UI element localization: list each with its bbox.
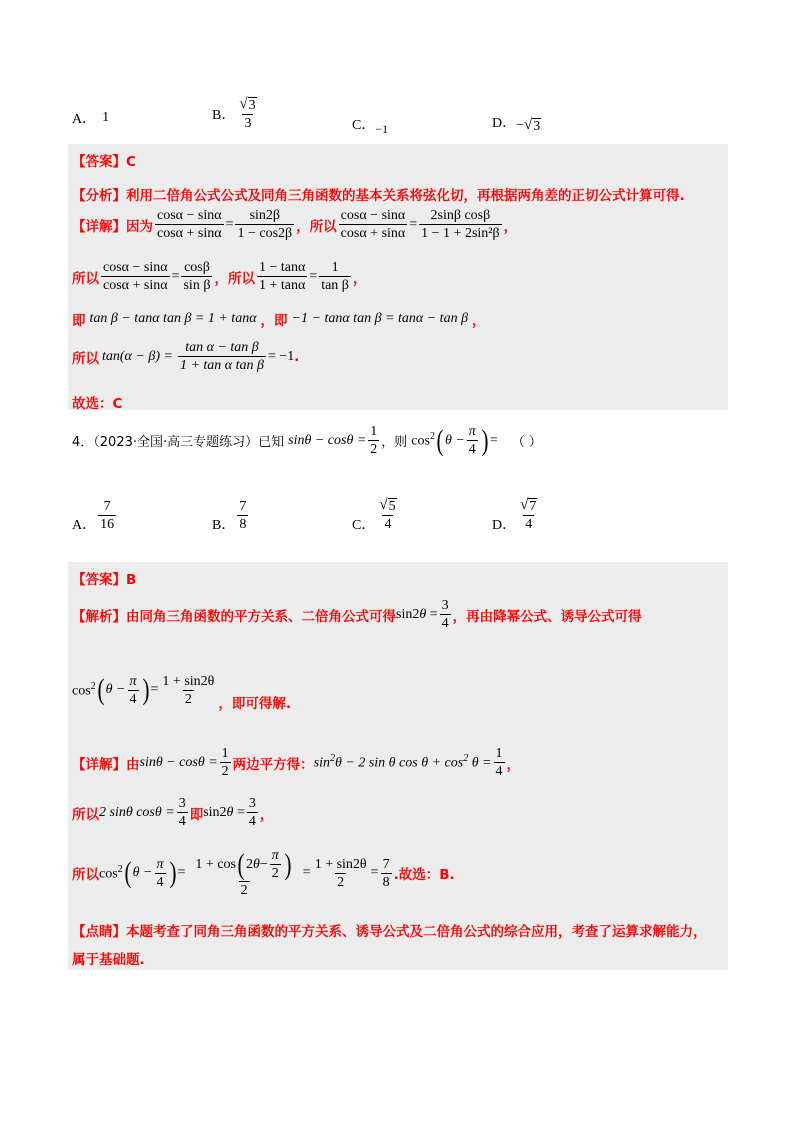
text-so: 所以 bbox=[72, 270, 99, 287]
analysis-tag: 【分析】 bbox=[72, 188, 126, 204]
answer-value: C bbox=[126, 154, 136, 170]
q3-option-b bbox=[212, 96, 261, 131]
denominator: tan β bbox=[321, 278, 349, 293]
fraction bbox=[155, 208, 224, 241]
denominator: 4 bbox=[384, 516, 392, 532]
denominator: 1 + tanα bbox=[258, 278, 306, 293]
q3-answer bbox=[72, 150, 136, 170]
equation: $\frac{\cos\alpha - \sin\alpha}{\cos\alpha + \sin\alpha}$ = $\frac{\cos\beta}{\text{sin β}}$ bbox=[103, 260, 211, 293]
fraction bbox=[247, 796, 258, 829]
q3-option-a bbox=[72, 108, 109, 128]
equation: sin2θ = $\frac{3}{4}$ bbox=[203, 796, 256, 829]
rhs: = −1 bbox=[268, 348, 295, 364]
q4-option-c bbox=[352, 494, 401, 534]
q4-solution-line2 bbox=[72, 668, 291, 712]
denominator: 4 bbox=[525, 516, 533, 532]
text-ji: 即 bbox=[274, 313, 288, 329]
option-label: D． bbox=[492, 116, 517, 131]
numerator: sin2β bbox=[249, 208, 281, 223]
fraction: $\frac{\pi}{4}$ bbox=[156, 856, 164, 890]
fraction bbox=[101, 260, 170, 293]
solution-text: 由同角三角函数的平方关系、二倍角公式可得 bbox=[126, 608, 396, 625]
q4-comment-line1 bbox=[72, 920, 707, 940]
stem-text: 4．（2023·全国·高三专题练习）已知 bbox=[72, 435, 285, 450]
numerator: 1 − tanα bbox=[258, 260, 306, 275]
numerator: 7 bbox=[382, 856, 390, 872]
fraction bbox=[313, 857, 369, 890]
numerator: 1 bbox=[331, 260, 339, 275]
text-so: 所以 bbox=[227, 270, 255, 287]
fraction bbox=[419, 208, 501, 241]
option-label: B． bbox=[212, 518, 236, 533]
solution-text: ，即可得解. bbox=[218, 696, 292, 712]
denominator: 4 bbox=[248, 814, 256, 829]
fraction: 1 + cos ( 2 θ − $\frac{\pi}{2}$ ) 2 bbox=[195, 847, 292, 898]
equation: $\cos^2$ ( θ − $\frac{\pi}{4}$ ) = 1 + cos ( 2 θ − $\frac{\pi}{2}$ ) 2 = $\frac{1 + \sin 2\theta}{2}$ = $\frac{7}{8}$ bbox=[99, 847, 390, 898]
q3-detail-line2: 所以 $\frac{\cos\alpha - \sin\alpha}{\cos\alpha + \sin\alpha}$ = $\frac{\cos\beta}{\text{sin β}}$ ， 所以 $\frac{1 - \tan\alpha}{1 + \tan\alpha}$ = $\frac{1}{\text{tan β}}$ ， bbox=[72, 260, 367, 293]
radicand: 3 bbox=[533, 118, 541, 134]
q4-option-a bbox=[72, 496, 118, 534]
q4-detail-line1: 【详解】 由 sinθ − cosθ = $\frac{1}{2}$ 两边平方得： $\sin^2\theta - 2$ sin θ $\cos \theta + \cos^2 \theta$ = $\frac{1}{4}$ ， bbox=[72, 746, 521, 779]
option-value: −1 bbox=[375, 122, 389, 136]
denominator: 16 bbox=[100, 516, 115, 532]
denominator: cosα + sinα bbox=[340, 226, 406, 241]
q3-detail-line3: 即 tan β − tanα tan β = 1 + tanα ， 即 −1 − tanα tan β = tanα − tan β ， bbox=[72, 311, 486, 329]
denominator: 2 bbox=[221, 764, 229, 779]
fraction bbox=[467, 424, 478, 457]
numerator: 2sinβ cosβ bbox=[430, 208, 491, 223]
denominator: 1 + tan α tan β bbox=[179, 358, 264, 373]
text-because: 因为 bbox=[126, 218, 153, 235]
fraction bbox=[220, 746, 231, 779]
denominator: cosα + sinα bbox=[157, 226, 222, 241]
equation: sin2θ = $\frac{3}{4}$ bbox=[396, 598, 449, 631]
equation: $\frac{\cos\alpha - \sin\alpha}{\cos\alpha + \sin\alpha}$ = $\frac{\sin 2\beta}{1 - \cos 2\beta}$ bbox=[157, 208, 293, 241]
denominator: 8 bbox=[239, 516, 247, 532]
numerator: 1 + sin2θ bbox=[162, 673, 215, 689]
text-so: 所以 bbox=[72, 806, 99, 823]
fraction bbox=[257, 260, 307, 293]
solution-tag: 【解析】 bbox=[72, 608, 126, 625]
denominator: 3 bbox=[244, 116, 252, 131]
fraction bbox=[368, 424, 379, 457]
fraction: $\frac{\pi}{4}$ bbox=[129, 673, 137, 707]
text-so: 所以 bbox=[72, 867, 99, 883]
fraction bbox=[160, 674, 216, 707]
equation bbox=[140, 746, 233, 779]
fraction bbox=[339, 208, 408, 241]
numerator: 3 bbox=[248, 796, 256, 811]
then-text: ，则 bbox=[381, 435, 408, 450]
denominator: 2 bbox=[337, 874, 345, 890]
numerator: 1 bbox=[370, 424, 378, 439]
radicand: 3 bbox=[248, 98, 256, 113]
detail-tag: 【详解】 bbox=[72, 218, 126, 235]
fraction bbox=[178, 340, 266, 373]
sqrt: √ 3 bbox=[524, 116, 541, 134]
q3-conclusion: 故选：C bbox=[72, 396, 123, 412]
comment-text: 本题考查了同角三角函数的平方关系、诱导公式及二倍角公式的综合应用，考查了运算求解能力， bbox=[126, 924, 707, 940]
target-expression: $\cos^2$ ( θ − $\frac{\pi}{4}$ ) = bbox=[411, 423, 498, 457]
square-text: 两边平方得： bbox=[232, 756, 314, 773]
numerator: cosα − sinα bbox=[103, 260, 168, 275]
minus-sign: − bbox=[516, 118, 525, 133]
lhs: tan(α − β) = bbox=[102, 348, 173, 364]
numerator: 3 bbox=[178, 796, 186, 811]
denominator: 4 bbox=[441, 616, 449, 631]
text-ji: 即 bbox=[189, 806, 204, 823]
numerator: cosβ bbox=[184, 260, 210, 275]
denominator: 2 bbox=[184, 691, 192, 707]
denominator: 2 bbox=[370, 442, 378, 457]
equation: 2 sinθ cosθ = $\frac{3}{4}$ bbox=[99, 796, 186, 829]
equation bbox=[99, 340, 294, 373]
text-so: 所以 bbox=[72, 350, 99, 367]
q3-option-c bbox=[352, 110, 388, 137]
lhs: sinθ − cosθ = bbox=[288, 432, 367, 448]
denominator: 4 bbox=[468, 442, 476, 457]
denominator: 4 bbox=[495, 764, 503, 779]
option-label: A． bbox=[72, 518, 97, 533]
fraction bbox=[319, 260, 351, 293]
numerator: 7 bbox=[239, 498, 247, 514]
fraction: √ 7 4 bbox=[520, 496, 537, 532]
analysis-text: 利用二倍角公式公式及同角三角函数的基本关系将弦化切，再根据两角差的正切公式计算可得. bbox=[126, 188, 685, 204]
lhs: sinθ − cosθ = bbox=[139, 754, 218, 770]
equation: $\sin^2\theta - 2$ sin θ $\cos \theta + \cos^2 \theta$ = $\frac{1}{4}$ bbox=[313, 746, 503, 779]
text-ji: 即 bbox=[72, 313, 86, 329]
answer-blank: （ ） bbox=[511, 435, 542, 450]
numerator: cosα − sinα bbox=[340, 208, 406, 223]
fraction bbox=[98, 499, 116, 532]
denominator: cosα + sinα bbox=[103, 278, 168, 293]
answer-tag: 【答案】 bbox=[72, 572, 126, 588]
option-value: 1 bbox=[102, 110, 110, 125]
radicand: 7 bbox=[529, 498, 537, 514]
numerator: tan α − tan β bbox=[185, 340, 259, 355]
equation: −1 − tanα tan β = tanα − tan β bbox=[291, 311, 469, 326]
equation: $\frac{\cos\alpha - \sin\alpha}{\cos\alpha + \sin\alpha}$ = $\frac{\text{2sinβ cosβ}}{\text{1 − 1 + 2sin²β}}$ bbox=[340, 208, 500, 241]
q4-detail-line3 bbox=[72, 848, 455, 898]
text-so: 所以 bbox=[309, 218, 337, 235]
option-label: A． bbox=[72, 112, 97, 127]
equation: tan β − tanα tan β = 1 + tanα bbox=[89, 311, 257, 326]
numerator: 1 bbox=[221, 746, 229, 761]
option-label: C． bbox=[352, 117, 376, 133]
fraction bbox=[237, 499, 248, 532]
option-label: D． bbox=[492, 518, 517, 533]
given-equation bbox=[288, 424, 381, 457]
answer-tag: 【答案】 bbox=[72, 154, 126, 170]
q3-detail-line4: 所以 tan(α − β) = $\frac{\text{tan α − tan β}}{\text{1 + tan α tan β}}$ = −1 . bbox=[72, 340, 300, 373]
answer-value: B bbox=[126, 572, 137, 588]
option-label: C． bbox=[352, 518, 376, 533]
conclusion: .故选：B. bbox=[393, 867, 455, 883]
q4-option-d bbox=[492, 494, 541, 534]
numerator: 1 + sin2θ bbox=[314, 856, 367, 872]
fraction: √ 5 4 bbox=[379, 496, 396, 532]
numerator: 3 bbox=[441, 598, 449, 613]
numerator: 7 bbox=[103, 498, 111, 514]
option-label: B． bbox=[212, 107, 236, 123]
comment-tag: 【点睛】 bbox=[72, 924, 126, 940]
equation: $\cos^2$ ( θ − $\frac{\pi}{4}$ ) = $\frac{1 + \sin 2\theta}{2}$ bbox=[72, 673, 215, 707]
fraction bbox=[181, 260, 212, 293]
q4-comment-line2: 属于基础题. bbox=[72, 952, 145, 968]
denominator: 8 bbox=[382, 874, 390, 890]
q4-stem bbox=[72, 424, 542, 457]
numerator: cosα − sinα bbox=[157, 208, 222, 223]
numerator: 1 bbox=[495, 746, 503, 761]
radicand: 5 bbox=[388, 498, 396, 514]
text-you: 由 bbox=[126, 756, 140, 773]
denominator: 1 − cos2β bbox=[237, 226, 293, 241]
denominator: sin β bbox=[183, 278, 211, 293]
q4-option-b bbox=[212, 496, 250, 534]
fraction bbox=[381, 857, 392, 890]
numerator: π bbox=[468, 424, 476, 439]
fraction: √ 3 3 bbox=[239, 96, 256, 131]
solution-text: ，再由降幂公式、诱导公式可得 bbox=[452, 608, 642, 625]
denominator: 4 bbox=[178, 814, 186, 829]
fraction bbox=[440, 598, 451, 631]
q4-answer bbox=[72, 568, 136, 588]
q3-detail-line1: 【详解】 因为 $\frac{\cos\alpha - \sin\alpha}{\cos\alpha + \sin\alpha}$ = $\frac{\sin 2\beta}{1 - \cos 2\beta}$ ， 所以 $\frac{\cos\alpha - \sin\alpha}{\cos\alpha + \sin\alpha}$ = $\frac{\text{2sinβ cosβ}}{\text{1 − 1 + 2sin²β}}$ ， bbox=[72, 208, 518, 241]
fraction bbox=[177, 796, 188, 829]
detail-tag: 【详解】 bbox=[72, 756, 126, 773]
equation: $\frac{1 - \tan\alpha}{1 + \tan\alpha}$ = $\frac{1}{\text{tan β}}$ bbox=[258, 260, 349, 293]
q3-analysis bbox=[72, 184, 685, 204]
q3-option-d bbox=[492, 110, 541, 134]
denominator: 1 − 1 + 2sin²β bbox=[421, 226, 500, 241]
fraction bbox=[235, 208, 294, 241]
fraction bbox=[494, 746, 505, 779]
q4-detail-line2: 所以 2 sinθ cosθ = $\frac{3}{4}$ 即 sin2θ = $\frac{3}{4}$ ， bbox=[72, 796, 274, 829]
q4-solution-line1 bbox=[72, 598, 642, 631]
